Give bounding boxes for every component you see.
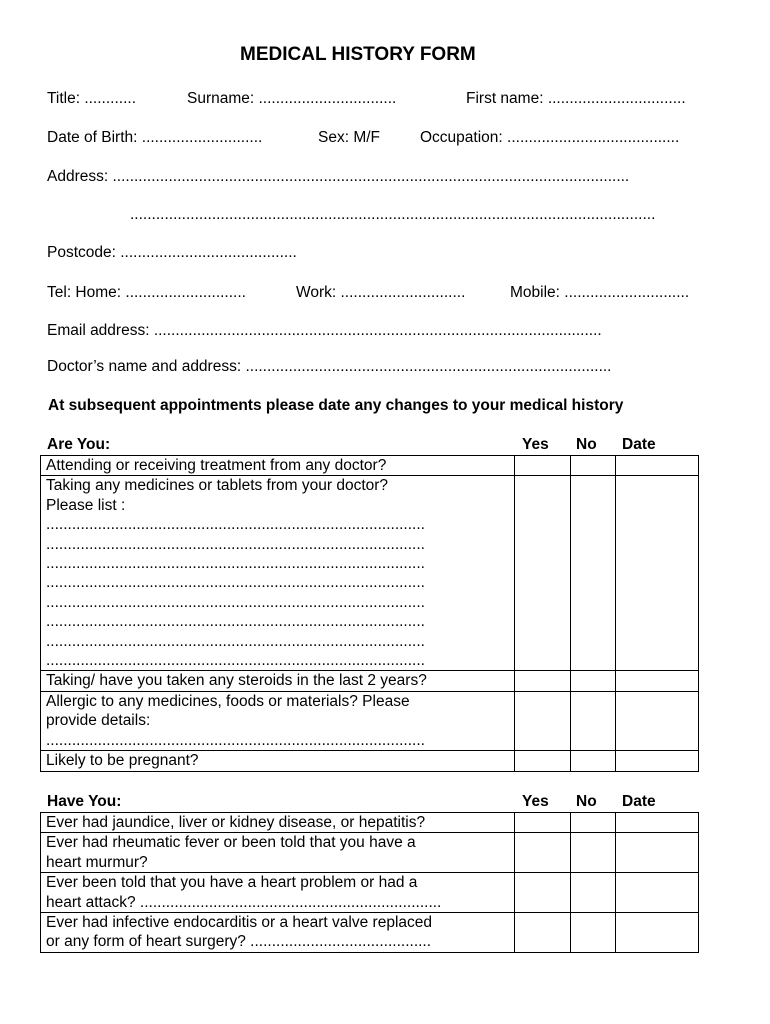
- postcode-field[interactable]: Postcode: .........................................: [47, 244, 297, 261]
- question-text: ........................................................................................: [46, 613, 425, 631]
- question-text: ........................................................................................: [46, 555, 425, 573]
- tel-home-field[interactable]: Tel: Home: ............................: [47, 284, 246, 301]
- question-text: Taking/ have you taken any steroids in the last 2 years?: [46, 672, 427, 690]
- question-cell: [41, 833, 515, 873]
- question-text: Likely to be pregnant?: [46, 752, 199, 770]
- tel-work-field[interactable]: Work: .............................: [296, 284, 466, 301]
- are-you-heading: Are You:: [47, 436, 111, 453]
- yes-checkbox[interactable]: [515, 751, 571, 771]
- question-text: provide details:: [46, 712, 151, 730]
- have-you-date-header: Date: [622, 793, 656, 810]
- question-text: ........................................................................................: [46, 652, 425, 670]
- question-cell: [41, 691, 515, 750]
- question-text: Attending or receiving treatment from any doctor?: [46, 457, 387, 474]
- no-checkbox[interactable]: [571, 873, 616, 913]
- date-field[interactable]: [616, 873, 699, 913]
- date-field[interactable]: [616, 691, 699, 750]
- yes-checkbox[interactable]: [515, 913, 571, 953]
- have-you-row: [41, 913, 699, 953]
- question-text: or any form of heart surgery? ..........................................: [46, 933, 432, 951]
- question-text: Ever had infective endocarditis or a heart valve replaced: [46, 914, 432, 932]
- are-you-row: [41, 671, 699, 691]
- are-you-row: [41, 751, 699, 771]
- have-you-row: [41, 873, 699, 913]
- question-text: ........................................................................................: [46, 731, 425, 749]
- question-text: ........................................................................................: [46, 516, 425, 534]
- question-cell: [41, 671, 515, 691]
- no-checkbox[interactable]: [571, 813, 616, 833]
- are-you-no-header: No: [576, 436, 597, 453]
- date-of-birth-field[interactable]: Date of Birth: ............................: [47, 129, 263, 146]
- are-you-table: [40, 455, 699, 772]
- question-text: Ever been told that you have a heart problem or had a: [46, 874, 418, 892]
- have-you-row: [41, 813, 699, 833]
- date-field[interactable]: [616, 813, 699, 833]
- first-name-field[interactable]: First name: ................................: [466, 90, 686, 107]
- no-checkbox[interactable]: [571, 476, 616, 671]
- form-title: MEDICAL HISTORY FORM: [240, 44, 476, 65]
- yes-checkbox[interactable]: [515, 671, 571, 691]
- question-text: Taking any medicines or tablets from your doctor?: [46, 477, 389, 495]
- changes-note: At subsequent appointments please date any changes to your medical history: [48, 397, 624, 414]
- no-checkbox[interactable]: [571, 671, 616, 691]
- yes-checkbox[interactable]: [515, 873, 571, 913]
- address-line-2-field[interactable]: ..........................................................................................................................: [130, 206, 656, 223]
- surname-field[interactable]: Surname: ................................: [187, 90, 397, 107]
- question-text: heart murmur?: [46, 853, 148, 871]
- date-field[interactable]: [616, 671, 699, 691]
- question-text: Please list :: [46, 496, 126, 514]
- question-text: Ever had rheumatic fever or been told that you have a: [46, 834, 416, 852]
- title-field[interactable]: Title: ............: [47, 90, 136, 107]
- question-text: ........................................................................................: [46, 535, 425, 553]
- question-text: heart attack? ......................................................................: [46, 893, 442, 911]
- question-text: ........................................................................................: [46, 593, 425, 611]
- question-cell: [41, 813, 515, 833]
- question-text: Ever had jaundice, liver or kidney disease, or hepatitis?: [46, 814, 426, 831]
- yes-checkbox[interactable]: [515, 691, 571, 750]
- doctor-name-address-field[interactable]: Doctor’s name and address: .....................................................................................: [47, 358, 612, 375]
- question-text: ........................................................................................: [46, 632, 425, 650]
- date-field[interactable]: [616, 456, 699, 476]
- are-you-row: [41, 476, 699, 671]
- date-field[interactable]: [616, 751, 699, 771]
- no-checkbox[interactable]: [571, 751, 616, 771]
- are-you-row: [41, 691, 699, 750]
- question-cell: [41, 476, 515, 671]
- have-you-heading: Have You:: [47, 793, 122, 810]
- question-text: ........................................................................................: [46, 574, 425, 592]
- date-field[interactable]: [616, 913, 699, 953]
- date-field[interactable]: [616, 833, 699, 873]
- no-checkbox[interactable]: [571, 913, 616, 953]
- yes-checkbox[interactable]: [515, 833, 571, 873]
- have-you-row: [41, 833, 699, 873]
- date-field[interactable]: [616, 476, 699, 671]
- question-cell: [41, 456, 515, 476]
- are-you-yes-header: Yes: [522, 436, 549, 453]
- have-you-yes-header: Yes: [522, 793, 549, 810]
- question-text: Allergic to any medicines, foods or materials? Please: [46, 692, 410, 710]
- no-checkbox[interactable]: [571, 833, 616, 873]
- yes-checkbox[interactable]: [515, 456, 571, 476]
- no-checkbox[interactable]: [571, 691, 616, 750]
- have-you-no-header: No: [576, 793, 597, 810]
- sex-field[interactable]: Sex: M/F: [318, 129, 381, 146]
- tel-mobile-field[interactable]: Mobile: .............................: [510, 284, 690, 301]
- have-you-table: [40, 812, 699, 953]
- occupation-field[interactable]: Occupation: ........................................: [420, 129, 680, 146]
- are-you-date-header: Date: [622, 436, 656, 453]
- question-cell: [41, 873, 515, 913]
- question-cell: [41, 751, 515, 771]
- address-field[interactable]: Address: ........................................................................................................................: [47, 168, 630, 185]
- yes-checkbox[interactable]: [515, 813, 571, 833]
- are-you-row: [41, 456, 699, 476]
- email-address-field[interactable]: Email address: ........................................................................................................: [47, 322, 602, 339]
- yes-checkbox[interactable]: [515, 476, 571, 671]
- no-checkbox[interactable]: [571, 456, 616, 476]
- question-cell: [41, 913, 515, 953]
